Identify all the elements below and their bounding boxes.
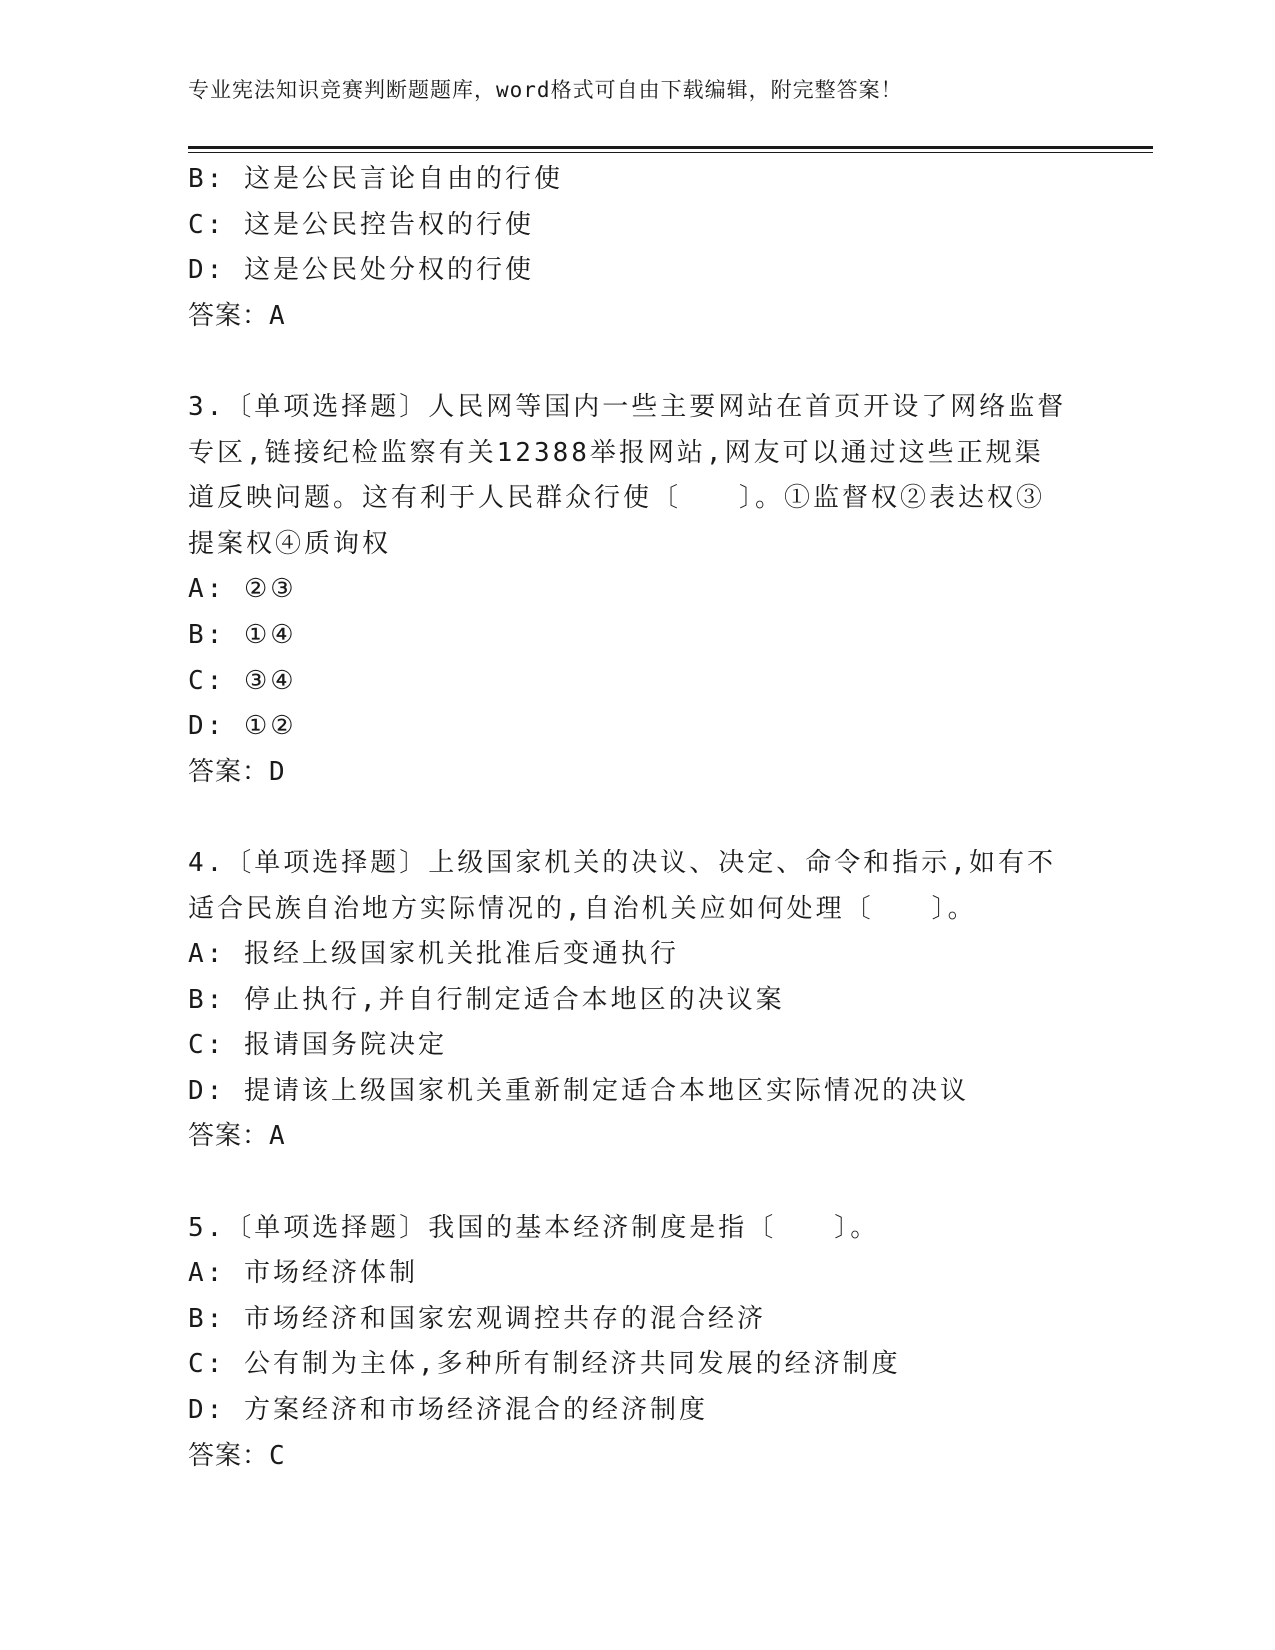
question-4 [188, 841, 1088, 1160]
option-d: D: 这是公民处分权的行使 [188, 255, 534, 286]
option-b: B: ①④ [188, 619, 297, 650]
spacer [188, 795, 1088, 841]
header-rule-thin [188, 152, 1153, 153]
option-d: D: 提请该上级国家机关重新制定适合本地区实际情况的决议 [188, 1075, 969, 1106]
question-5 [188, 1206, 1088, 1480]
question-stem: 3.〔单项选择题〕人民网等国内一些主要网站在首页开设了网络监督专区,链接纪检监察有关12388举报网站,网友可以通过这些正规渠道反映问题。这有利于人民群众行使〔 〕。①监督权②表达权③提案权④质询权 [188, 391, 1067, 559]
header-rule-thick [188, 146, 1153, 149]
option-b: B: 停止执行,并自行制定适合本地区的决议案 [188, 984, 785, 1015]
answer: 答案：A [188, 1121, 286, 1152]
option-d: D: ①② [188, 711, 297, 742]
option-b: B: 这是公民言论自由的行使 [188, 164, 563, 194]
option-a: A: ②③ [188, 574, 297, 605]
question-2-continued [188, 157, 1088, 339]
option-c: C: ③④ [188, 665, 297, 696]
question-stem: 5.〔单项选择题〕我国的基本经济制度是指〔 〕。 [188, 1212, 880, 1243]
option-a: A: 报经上级国家机关批准后变通执行 [188, 939, 679, 970]
question-3 [188, 385, 1088, 795]
question-stem: 4.〔单项选择题〕上级国家机关的决议、决定、命令和指示,如有不适合民族自治地方实际情况的,自治机关应如何处理〔 〕。 [188, 847, 1056, 924]
option-c: C: 这是公民控告权的行使 [188, 209, 534, 240]
spacer [188, 1160, 1088, 1206]
option-b: B: 市场经济和国家宏观调控共存的混合经济 [188, 1303, 766, 1334]
option-c: C: 报请国务院决定 [188, 1030, 447, 1061]
answer: 答案：A [188, 300, 286, 331]
answer: 答案：C [188, 1440, 286, 1471]
answer: 答案：D [188, 756, 286, 787]
page-header: 专业宪法知识竞赛判断题题库，word格式可自由下载编辑，附完整答案！ [188, 78, 903, 102]
document-body [188, 157, 1088, 1479]
option-d: D: 方案经济和市场经济混合的经济制度 [188, 1395, 708, 1426]
option-c: C: 公有制为主体,多种所有制经济共同发展的经济制度 [188, 1349, 901, 1380]
option-a: A: 市场经济体制 [188, 1258, 418, 1289]
spacer [188, 339, 1088, 385]
